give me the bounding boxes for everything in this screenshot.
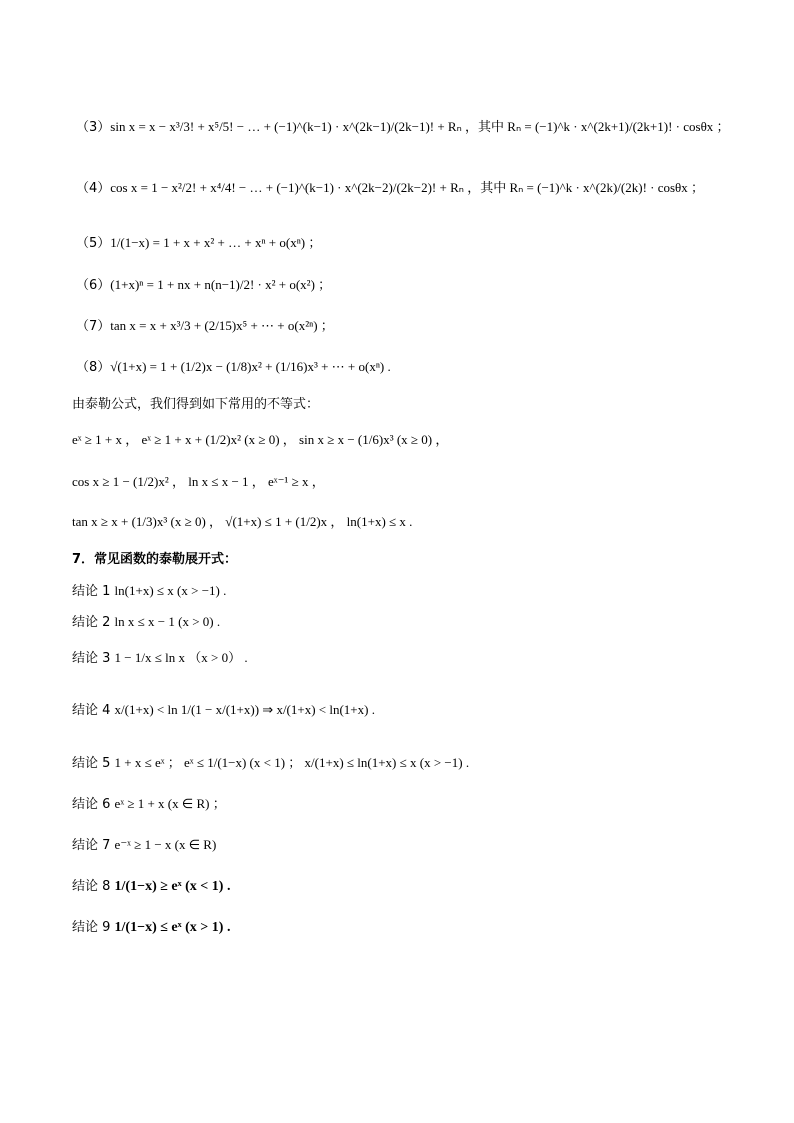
formula-number: （7） bbox=[76, 319, 111, 334]
conclusion-label: 结论 7 bbox=[72, 838, 111, 853]
conclusion-expression: e⁻ˣ ≥ 1 − x (x ∈ R) bbox=[114, 837, 217, 852]
conclusion-expression: x/(1+x) < ln 1/(1 − x/(1+x)) ⇒ x/(1+x) < ln(1+x) . bbox=[114, 702, 375, 717]
conclusion-expression: 1/(1−x) ≥ eˣ (x < 1) . bbox=[114, 879, 231, 894]
conclusion-8 bbox=[72, 880, 230, 894]
formula-expression: tan x = x + x³/3 + (2/15)x⁵ + ⋯ + o(x²ⁿ) ； bbox=[110, 318, 334, 333]
formula-expression: 1/(1−x) = 1 + x + x² + … + xⁿ + o(xⁿ) ； bbox=[110, 235, 322, 250]
inequalities-intro: 由泰勒公式，我们得到如下常用的不等式： bbox=[72, 397, 320, 412]
formula-3 bbox=[76, 120, 730, 134]
formula-expression: (1+x)ⁿ = 1 + nx + n(n−1)/2! · x² + o(x²) ； bbox=[110, 277, 332, 292]
conclusion-4 bbox=[72, 703, 375, 717]
conclusion-5 bbox=[72, 756, 469, 770]
formula-expression: √(1+x) = 1 + (1/2)x − (1/8)x² + (1/16)x³ + ⋯ + o(xⁿ) . bbox=[110, 359, 391, 374]
formula-number: （8） bbox=[76, 360, 111, 375]
conclusion-label: 结论 6 bbox=[72, 797, 111, 812]
formula-number: （4） bbox=[76, 181, 111, 196]
conclusion-label: 结论 5 bbox=[72, 756, 111, 771]
conclusion-label: 结论 1 bbox=[72, 584, 111, 599]
formula-number: （5） bbox=[76, 236, 111, 251]
conclusion-label: 结论 8 bbox=[72, 879, 111, 894]
conclusion-expression: 1/(1−x) ≤ eˣ (x > 1) . bbox=[114, 920, 231, 935]
inequality-line-1: eˣ ≥ 1 + x ， eˣ ≥ 1 + x + (1/2)x² (x ≥ 0) ， sin x ≥ x − (1/6)x³ (x ≥ 0) ， bbox=[72, 432, 449, 447]
conclusion-expression: 1 − 1/x ≤ ln x （x > 0） . bbox=[114, 650, 248, 665]
formula-4 bbox=[76, 181, 704, 195]
formula-7 bbox=[76, 319, 334, 333]
inequality-line-3: tan x ≥ x + (1/3)x³ (x ≥ 0) ， √(1+x) ≤ 1 + (1/2)x ， ln(1+x) ≤ x . bbox=[72, 514, 413, 529]
formula-6 bbox=[76, 278, 331, 292]
conclusion-expression: ln x ≤ x − 1 (x > 0) . bbox=[114, 614, 221, 629]
formula-5 bbox=[76, 236, 321, 250]
conclusion-1 bbox=[72, 584, 226, 598]
conclusion-expression: eˣ ≥ 1 + x (x ∈ R) ； bbox=[114, 796, 226, 811]
conclusion-6 bbox=[72, 797, 226, 811]
conclusion-2 bbox=[72, 615, 220, 629]
conclusion-9 bbox=[72, 921, 230, 935]
conclusion-expression: ln(1+x) ≤ x (x > −1) . bbox=[114, 583, 227, 598]
formula-expression: sin x = x − x³/3! + x⁵/5! − … + (−1)^(k−1) · x^(2k−1)/(2k−1)! + Rₙ ，其中 Rₙ = (−1)^k · x^(2k+1)/(2k+1)! · cosθx ； bbox=[110, 119, 730, 134]
formula-number: （3） bbox=[76, 120, 111, 135]
conclusion-expression: 1 + x ≤ eˣ ； eˣ ≤ 1/(1−x) (x < 1) ； x/(1+x) ≤ ln(1+x) ≤ x (x > −1) . bbox=[114, 755, 470, 770]
conclusion-label: 结论 9 bbox=[72, 920, 111, 935]
conclusion-7 bbox=[72, 838, 216, 852]
inequality-line-2: cos x ≥ 1 − (1/2)x² ， ln x ≤ x − 1 ， eˣ⁻¹ ≥ x ， bbox=[72, 474, 325, 489]
conclusion-label: 结论 4 bbox=[72, 703, 111, 718]
section-heading: 7．常见函数的泰勒展开式： bbox=[72, 552, 238, 567]
formula-number: （6） bbox=[76, 278, 111, 293]
conclusion-label: 结论 2 bbox=[72, 615, 111, 630]
conclusion-label: 结论 3 bbox=[72, 651, 111, 666]
conclusion-3 bbox=[72, 651, 248, 665]
formula-8 bbox=[76, 360, 391, 374]
formula-expression: cos x = 1 − x²/2! + x⁴/4! − … + (−1)^(k−1) · x^(2k−2)/(2k−2)! + Rₙ ，其中 Rₙ = (−1)^k · x^(2k)/(2k)! · cosθx ； bbox=[110, 180, 705, 195]
